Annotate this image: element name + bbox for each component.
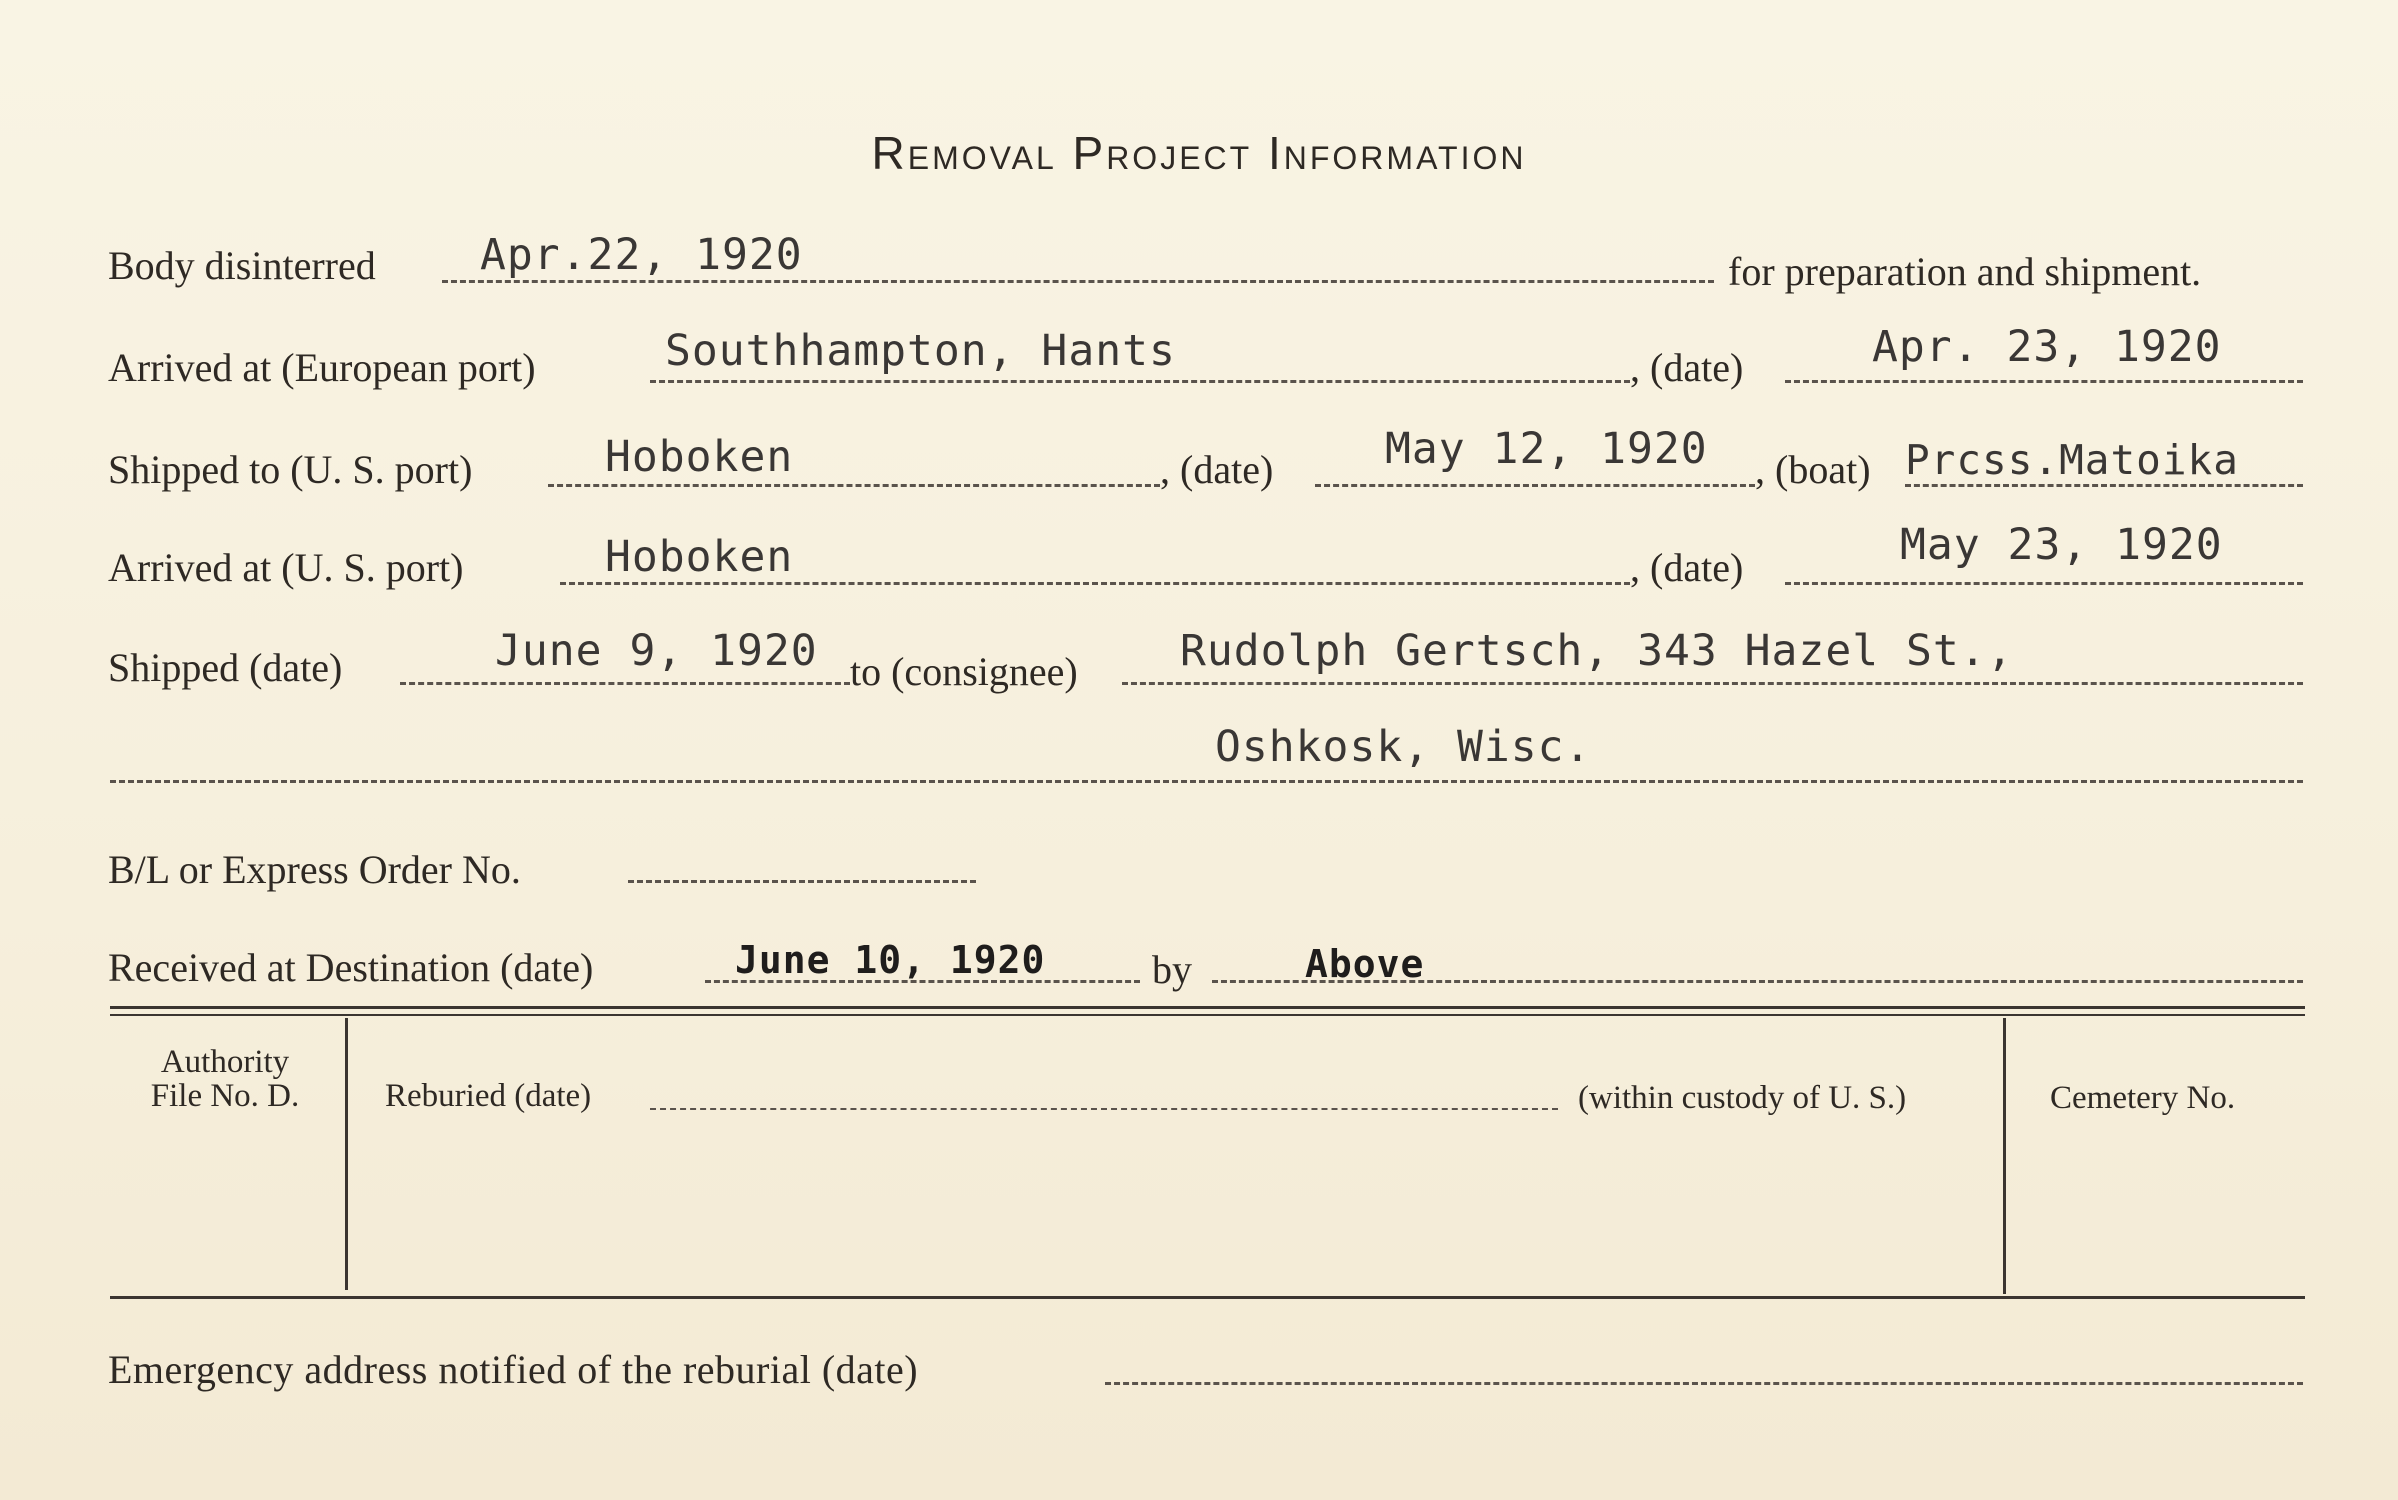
authority-label: Authority xyxy=(160,1044,290,1080)
shipped-label: Shipped (date) xyxy=(108,645,343,690)
us-port-line xyxy=(560,582,1630,585)
european-date-value: Apr. 23, 1920 xyxy=(1872,322,2222,372)
european-date-line xyxy=(1785,380,2303,383)
european-port-value: Southhampton, Hants xyxy=(665,326,1176,376)
boat-value: Prcss.Matoika xyxy=(1905,436,2239,484)
table-divider-left xyxy=(345,1018,348,1290)
shipped-date-line xyxy=(1315,484,1755,487)
european-date-label: , (date) xyxy=(1630,345,1744,390)
emergency-line xyxy=(1105,1382,2303,1385)
consignee-line2-value: Oshkosk, Wisc. xyxy=(1215,722,1592,772)
reburied-line xyxy=(650,1108,1558,1110)
shipped-value: June 9, 1920 xyxy=(495,626,818,676)
cemetery-no-label: Cemetery No. xyxy=(2050,1080,2236,1116)
body-disinterred-value: Apr.22, 1920 xyxy=(480,230,803,280)
bl-order-label: B/L or Express Order No. xyxy=(108,847,521,892)
table-divider-right xyxy=(2003,1018,2006,1294)
table-top-rule xyxy=(110,1006,2305,1009)
card-title: Removal Project Information xyxy=(871,127,1527,179)
file-no-label: File No. D. xyxy=(150,1078,300,1114)
emergency-label: Emergency address notified of the reburial (date) xyxy=(108,1347,919,1392)
us-port-date-line xyxy=(1785,582,2303,585)
consignee-continuation-line xyxy=(110,780,2303,783)
shipped-line xyxy=(400,682,850,685)
received-by-value: Above xyxy=(1305,942,1425,986)
custody-label: (within custody of U. S.) xyxy=(1578,1080,1907,1116)
us-port-value: Hoboken xyxy=(605,532,794,582)
shipped-date-label: , (date) xyxy=(1160,447,1274,492)
body-disinterred-line xyxy=(442,280,1714,283)
shipped-date-value: May 12, 1920 xyxy=(1385,424,1708,474)
table-top-rule-inner xyxy=(110,1014,2305,1016)
body-disinterred-label: Body disinterred xyxy=(108,243,376,288)
us-port-label: Arrived at (U. S. port) xyxy=(108,545,464,590)
received-value: June 10, 1920 xyxy=(735,938,1046,982)
bl-order-line xyxy=(628,880,976,883)
boat-line xyxy=(1905,484,2303,487)
consignee-label: to (consignee) xyxy=(850,649,1078,694)
shipped-to-label: Shipped to (U. S. port) xyxy=(108,447,473,492)
received-by-label: by xyxy=(1152,947,1192,992)
us-port-date-value: May 23, 1920 xyxy=(1900,520,2223,570)
european-port-label: Arrived at (European port) xyxy=(108,345,536,390)
reburied-label: Reburied (date) xyxy=(385,1078,592,1114)
shipped-to-value: Hoboken xyxy=(605,432,794,482)
us-port-date-label: , (date) xyxy=(1630,545,1744,590)
european-port-line xyxy=(650,380,1630,383)
preparation-shipment-text: for preparation and shipment. xyxy=(1728,249,2202,294)
table-bottom-rule xyxy=(110,1296,2305,1299)
boat-label: , (boat) xyxy=(1755,447,1871,492)
received-label: Received at Destination (date) xyxy=(108,945,594,990)
shipped-to-line xyxy=(548,484,1160,487)
consignee-line xyxy=(1122,682,2303,685)
consignee-line1-value: Rudolph Gertsch, 343 Hazel St., xyxy=(1180,626,2014,676)
